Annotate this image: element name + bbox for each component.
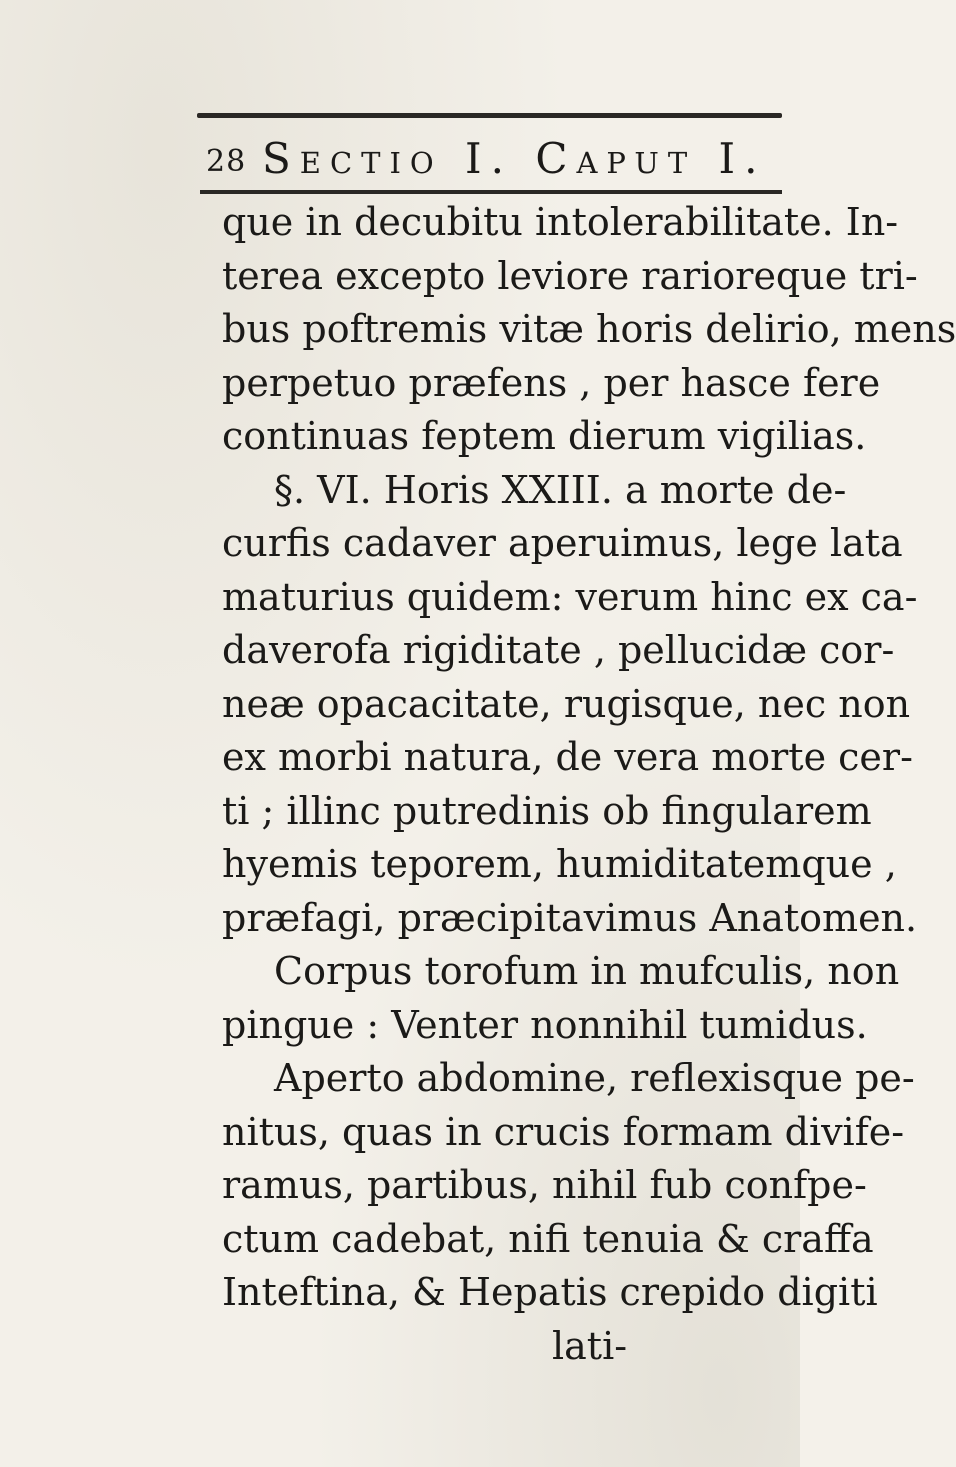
- text-line: præfagi, præcipitavimus Anatomen.: [222, 895, 918, 940]
- paragraph-start-line: Aperto abdomine, reflexisque pe-: [274, 1056, 915, 1100]
- text-line: terea excepto leviore rarioreque tri-: [222, 253, 918, 298]
- running-head: Sectio I. Caput I.: [262, 134, 767, 183]
- header-rule: [200, 190, 782, 194]
- text-line: pingue : Venter nonnihil tumidus.: [222, 1002, 868, 1047]
- text-line: continuas feptem dierum vigilias.: [222, 414, 867, 458]
- text-line: perpetuo præfens , per hasce fere: [222, 360, 881, 405]
- body-text: [222, 196, 956, 1373]
- paragraph-start-line: §. VI. Horis XXIII. a morte de-: [274, 467, 847, 512]
- paragraph-start-line: Corpus torofum in mufculis, non: [274, 949, 900, 993]
- text-line: ex morbi natura, de vera morte cer-: [222, 735, 913, 779]
- text-line: daverofa rigiditate , pellucidæ cor-: [222, 628, 895, 672]
- text-line: maturius quidem: verum hinc ex ca-: [222, 574, 918, 619]
- page-header: [206, 134, 786, 186]
- catchword: lati-: [552, 1323, 628, 1368]
- text-line: nitus, quas in crucis formam divife-: [222, 1109, 905, 1154]
- text-line: neæ opacacitate, rugisque, nec non: [222, 681, 911, 726]
- text-line: Inteftina, & Hepatis crepido digiti: [222, 1270, 878, 1314]
- page-number: 28: [206, 144, 247, 179]
- text-line: ctum cadebat, nifi tenuia & craffa: [222, 1216, 874, 1261]
- top-ornamental-rule: [197, 113, 782, 118]
- text-line: que in decubitu intolerabilitate. In-: [222, 200, 899, 244]
- text-line: ti ; illinc putredinis ob fingularem: [222, 788, 872, 833]
- text-line: curfis cadaver aperuimus, lege lata: [222, 521, 903, 565]
- text-line: bus poftremis vitæ horis delirio, mens: [222, 307, 956, 351]
- text-line: ramus, partibus, nihil fub confpe-: [222, 1163, 867, 1207]
- text-line: hyemis teporem, humiditatemque ,: [222, 842, 897, 886]
